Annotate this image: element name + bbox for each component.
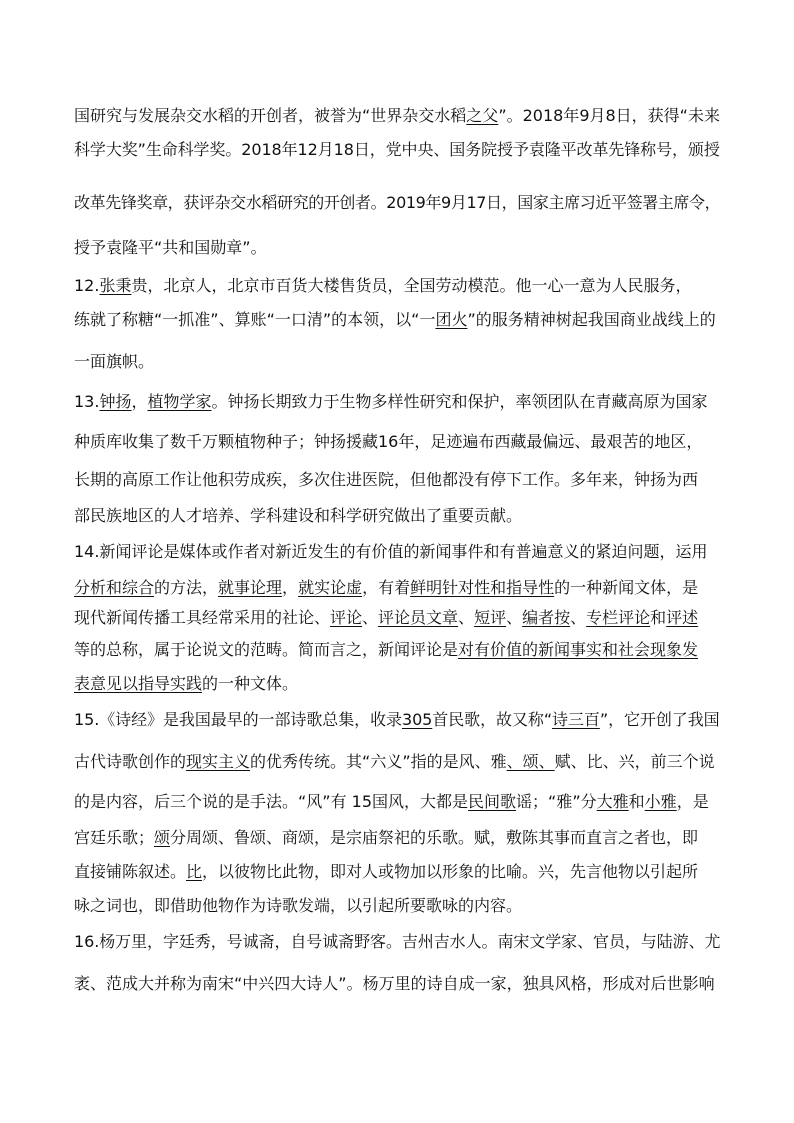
- underlined-text: 团火: [435, 310, 468, 329]
- underlined-text: 分析和综合: [74, 578, 155, 597]
- underlined-text: 评论员文章: [378, 608, 459, 627]
- text-line: [74, 974, 715, 994]
- underlined-text: 诗三百: [552, 710, 600, 729]
- text-run: ，: [131, 392, 148, 411]
- text-run: ，以彼物比此物，即对人或物加以形象的比喻。兴，先言他物以引起所: [202, 862, 699, 881]
- text-run: ，有着: [362, 578, 411, 597]
- text-run: 直接铺陈叙述。: [74, 862, 187, 881]
- text-run: 的是内容，后三个说的是手法。“风”有 15国风，大都是: [74, 792, 469, 811]
- text-line: [74, 932, 720, 952]
- text-run: 的方法，: [154, 578, 219, 597]
- underlined-text: 305: [401, 710, 433, 729]
- text-line: [74, 578, 698, 598]
- text-run: ”。2018年9月8日，获得“未来: [498, 106, 720, 125]
- text-line: [74, 608, 698, 628]
- text-line: [74, 432, 702, 452]
- underlined-text: 比: [186, 862, 203, 881]
- text-run: 古代诗歌创作的: [74, 752, 187, 771]
- text-run: 贵，北京人，北京市百货大楼售货员，全国劳动模范。他一心一意为人民服务，: [131, 276, 692, 295]
- text-run: 一面旗帜。: [74, 352, 155, 371]
- text-run: 、: [570, 608, 587, 627]
- text-line: [74, 276, 691, 296]
- underlined-text: 小雅: [644, 792, 677, 811]
- text-line: [74, 674, 298, 694]
- text-line: [74, 506, 522, 526]
- underlined-text: 就事论理: [218, 578, 283, 597]
- underlined-text: 大雅: [596, 792, 629, 811]
- text-run: ”的服务精神树起我国商业战线上的: [467, 310, 716, 329]
- underlined-text: 对有价值的新闻事实和社会现象发: [458, 640, 699, 659]
- text-line: [74, 828, 698, 848]
- text-line: [74, 710, 720, 730]
- underlined-text: 表意见以指导实践: [74, 674, 203, 693]
- underlined-text: 张秉: [99, 276, 132, 295]
- text-run: 13.: [74, 392, 100, 411]
- text-run: 练就了称糖“一抓准”、算账“一口清”的本领，以“一: [74, 310, 436, 329]
- text-run: 、: [458, 608, 475, 627]
- underlined-text: 评述: [666, 608, 699, 627]
- text-run: 袤、范成大并称为南宋“中兴四大诗人”。杨万里的诗自成一家，独具风格，形成对后世影响: [74, 974, 715, 993]
- text-run: ，是: [676, 792, 709, 811]
- text-run: 科学大奖”生命科学奖。2018年12月18日，党中央、国务院授予袁隆平改革先锋称号，颁授: [74, 140, 720, 159]
- underlined-text: 评论: [330, 608, 363, 627]
- text-run: 、: [506, 608, 523, 627]
- text-run: 首民歌，故又称“: [432, 710, 553, 729]
- text-line: [74, 193, 720, 213]
- text-run: 15.《诗经》是我国最早的一部诗歌总集，收录: [74, 710, 402, 729]
- text-run: 等的总称，属于论说文的范畴。简而言之，新闻评论是: [74, 640, 459, 659]
- text-run: 的一种新闻文体，是: [554, 578, 699, 597]
- text-run: 授予袁隆平“共和国勋章”。: [74, 238, 267, 257]
- text-run: 部民族地区的人才培养、学科建设和科学研究做出了重要贡献。: [74, 506, 523, 525]
- underlined-text: 植物学家: [147, 392, 212, 411]
- underlined-text: 、颂、: [506, 752, 555, 771]
- underlined-text: 编者按: [522, 608, 571, 627]
- text-line: [74, 862, 698, 882]
- text-line: [74, 752, 715, 772]
- text-line: [74, 140, 720, 160]
- underlined-text: 专栏评论: [586, 608, 651, 627]
- text-line: [74, 238, 267, 258]
- text-run: 。钟扬长期致力于生物多样性研究和保护，率领团队在青藏高原为国家: [211, 392, 708, 411]
- text-run: 和: [650, 608, 667, 627]
- text-run: ”，它开创了我国: [599, 710, 720, 729]
- text-run: 16.杨万里，字廷秀，号诚斋，自号诚斋野客。吉州吉水人。南宋文学家、官员，与陆游、尤: [74, 932, 721, 951]
- text-run: 长期的高原工作让他积劳成疾，多次住进医院，但他都没有停下工作。多年来，钟扬为西: [74, 470, 699, 489]
- text-run: 、: [362, 608, 379, 627]
- text-run: 12.: [74, 276, 100, 295]
- text-run: 14.新闻评论是媒体或作者对新近发生的有价值的新闻事件和有普遍意义的紧迫问题，运用: [74, 542, 708, 561]
- text-line: [74, 640, 698, 660]
- underlined-text: 现实主义: [186, 752, 251, 771]
- underlined-text: 短评: [474, 608, 507, 627]
- underlined-text: 钟扬: [99, 392, 132, 411]
- text-run: 谣；“雅”分: [516, 792, 597, 811]
- underlined-text: 就实论虚: [298, 578, 363, 597]
- text-run: 赋、比、兴，前三个说: [554, 752, 715, 771]
- text-run: 现代新闻传播工具经常采用的社论、: [74, 608, 331, 627]
- text-run: 国研究与发展杂交水稻的开创者，被誉为“世界杂交水稻: [74, 106, 467, 125]
- text-run: 分周颂、鲁颂、商颂，是宗庙祭祀的乐歌。赋，敷陈其事而直言之者也，即: [170, 828, 699, 847]
- text-line: [74, 792, 709, 812]
- text-line: [74, 392, 708, 412]
- underlined-text: 民间歌: [468, 792, 517, 811]
- text-line: [74, 470, 698, 490]
- text-line: [74, 310, 716, 330]
- text-run: 的一种文体。: [202, 674, 299, 693]
- text-run: 咏之词也，即借助他物作为诗歌发端，以引起所要歌咏的内容。: [74, 896, 523, 915]
- text-line: [74, 542, 707, 562]
- text-run: 种质库收集了数千万颗植物种子；钟扬援藏16年，足迹遍布西藏最偏远、最艰苦的地区，: [74, 432, 703, 451]
- text-run: 改革先锋奖章，获评杂交水稻研究的开创者。2019年9月17日，国家主席习近平签署主席令，: [74, 193, 721, 212]
- text-run: ，: [282, 578, 299, 597]
- text-line: [74, 106, 720, 126]
- text-run: 的优秀传统。其“六义”指的是风、雅: [250, 752, 507, 771]
- text-run: 和: [628, 792, 645, 811]
- text-line: [74, 896, 522, 916]
- text-run: 宫廷乐歌；: [74, 828, 155, 847]
- text-line: [74, 352, 154, 372]
- underlined-text: 之父: [466, 106, 499, 125]
- underlined-text: 鲜明针对性和指导性: [410, 578, 555, 597]
- underlined-text: 颂: [154, 828, 171, 847]
